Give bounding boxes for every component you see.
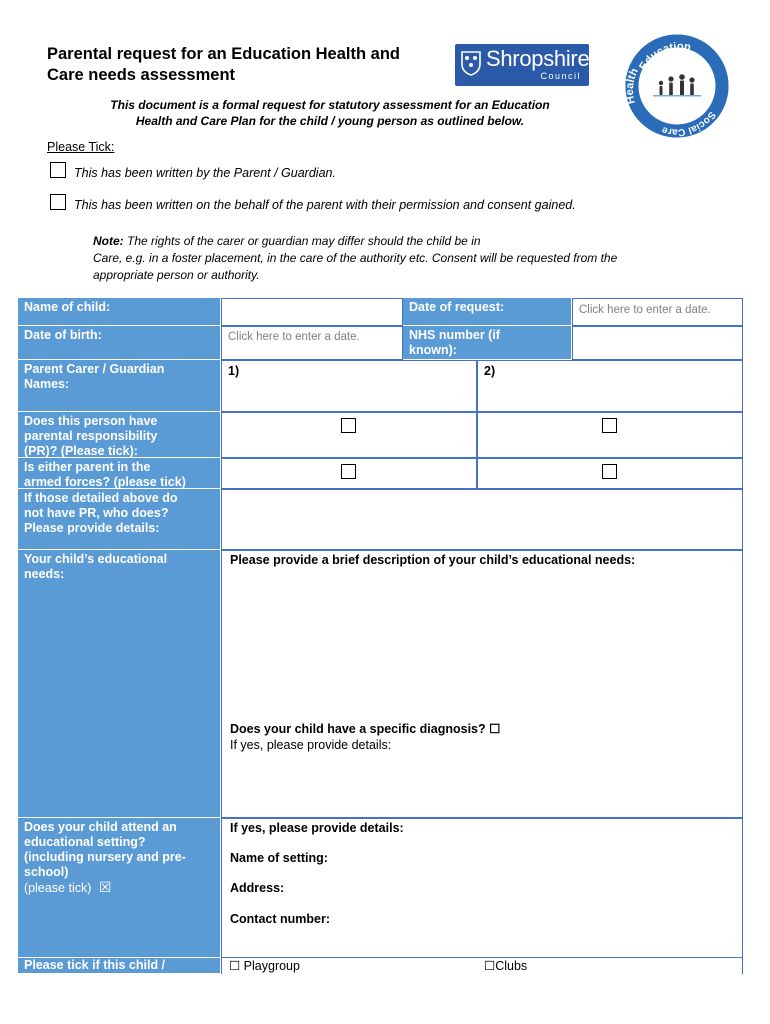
setting-tick-line — [24, 880, 214, 896]
tick-child-label: Please tick if this child / — [18, 958, 221, 974]
badge-word-health: Health — [623, 66, 641, 106]
armed-checkbox-2[interactable] — [602, 464, 617, 479]
setting-checked-checkbox[interactable]: ☒ — [98, 879, 112, 895]
parent-name-2-field[interactable]: 2) — [477, 360, 743, 412]
parent-label-line-1: Parent Carer / Guardian — [24, 362, 165, 376]
name-of-child-label: Name of child: — [18, 298, 221, 326]
armed-label-line-1: Is either parent in the — [24, 460, 151, 474]
title-line-2: Care needs assessment — [47, 66, 236, 84]
pr-cell-2 — [477, 412, 743, 458]
please-tick-label: Please Tick: — [47, 140, 115, 154]
armed-cell-1 — [221, 458, 477, 489]
pr-label-line-2: parental responsibility — [24, 429, 158, 443]
setting-label-line-3: (including nursery and pre- — [24, 850, 186, 864]
logo-name: Shropshire — [486, 46, 590, 71]
checkbox-behalf[interactable] — [50, 194, 66, 210]
tick-child-options — [221, 958, 743, 974]
setting-contact-prompt: Contact number: — [230, 912, 330, 926]
checkbox-parent[interactable] — [50, 162, 66, 178]
date-of-birth-field[interactable]: Click here to enter a date. — [221, 326, 403, 360]
armed-cell-2 — [477, 458, 743, 489]
pr-label-line-1: Does this person have — [24, 414, 158, 428]
setting-label-line-4: school) — [24, 865, 69, 879]
date-of-request-field[interactable]: Click here to enter a date. — [572, 298, 743, 326]
note-prefix: Note: — [93, 234, 124, 248]
nhs-label-line-2: known): — [409, 343, 457, 357]
armed-label-line-2: armed forces? (please tick) — [24, 475, 186, 489]
intro-line-2: Health and Care Plan for the child / young person as outlined below. — [135, 114, 525, 128]
armed-checkbox-1[interactable] — [341, 464, 356, 479]
setting-address-prompt: Address: — [230, 881, 285, 895]
title-line-1: Parental request for an Education Health and — [47, 45, 400, 63]
nopr-label-line-2: not have PR, who does? — [24, 506, 169, 520]
parental-responsibility-label — [18, 412, 221, 458]
pr-label-line-3: (PR)? (Please tick): — [24, 444, 138, 458]
parent-label-line-2: Names: — [24, 377, 70, 391]
armed-forces-label — [18, 458, 221, 489]
educational-setting-label — [18, 818, 221, 958]
page-title — [47, 44, 447, 86]
note-text — [93, 233, 733, 284]
name-of-child-field[interactable] — [221, 298, 403, 326]
nhs-number-field[interactable] — [572, 326, 743, 360]
badge-word-education: Education — [637, 40, 692, 73]
intro-line-1: This document is a formal request for statutory assessment for an Education — [110, 98, 550, 112]
note-line-1: The rights of the carer or guardian may differ should the child be in — [123, 234, 481, 248]
pr-cell-1 — [221, 412, 477, 458]
setting-details-prompt: If yes, please provide details: — [230, 821, 404, 835]
no-pr-details-field[interactable] — [221, 489, 743, 550]
needs-label-line-2: needs: — [24, 567, 65, 581]
nhs-number-label — [403, 326, 572, 360]
parent-name-1-field[interactable]: 1) — [221, 360, 477, 412]
nopr-label-line-1: If those detailed above do — [24, 491, 178, 505]
pr-checkbox-2[interactable] — [602, 418, 617, 433]
logo-sub: Council — [540, 71, 581, 81]
intro-text — [60, 97, 600, 129]
diagnosis-question: Does your child have a specific diagnosis? ☐ — [230, 722, 501, 736]
setting-label-line-1: Does your child attend an — [24, 820, 177, 834]
parent-names-label — [18, 360, 221, 412]
shropshire-council-logo — [455, 44, 589, 86]
educational-needs-label — [18, 550, 221, 818]
date-of-request-label: Date of request: — [403, 298, 572, 326]
setting-label-line-2: educational setting? — [24, 835, 146, 849]
tick-option-behalf — [50, 194, 576, 212]
needs-prompt: Please provide a brief description of your child’s educational needs: — [230, 553, 636, 567]
setting-label-line-5: (please tick) — [24, 881, 92, 895]
education-health-social-care-badge — [615, 33, 739, 139]
educational-setting-field[interactable] — [221, 818, 743, 958]
educational-needs-field[interactable] — [221, 550, 743, 818]
crest-icon — [460, 50, 482, 76]
nopr-label-line-3: Please provide details: — [24, 521, 160, 535]
note-line-3: appropriate person or authority. — [93, 268, 260, 282]
tick-option-parent — [50, 162, 336, 180]
date-of-birth-label: Date of birth: — [18, 326, 221, 360]
option-clubs[interactable]: ☐Clubs — [484, 959, 528, 973]
note-line-2: Care, e.g. in a foster placement, in the care of the authority etc. Consent will be requested from the — [93, 251, 618, 265]
tick-option-parent-text: This has been written by the Parent / Guardian. — [74, 166, 336, 180]
option-playgroup[interactable]: ☐ Playgroup — [229, 959, 300, 973]
needs-label-line-1: Your child’s educational — [24, 552, 168, 566]
nhs-label-line-1: NHS number (if — [409, 328, 500, 342]
tick-option-behalf-text: This has been written on the behalf of the parent with their permission and consent gained. — [74, 198, 576, 212]
diagnosis-details-prompt: If yes, please provide details: — [230, 738, 392, 752]
pr-checkbox-1[interactable] — [341, 418, 356, 433]
badge-word-social-care: Social Care — [660, 109, 718, 138]
no-pr-label — [18, 489, 221, 550]
setting-name-prompt: Name of setting: — [230, 851, 328, 865]
